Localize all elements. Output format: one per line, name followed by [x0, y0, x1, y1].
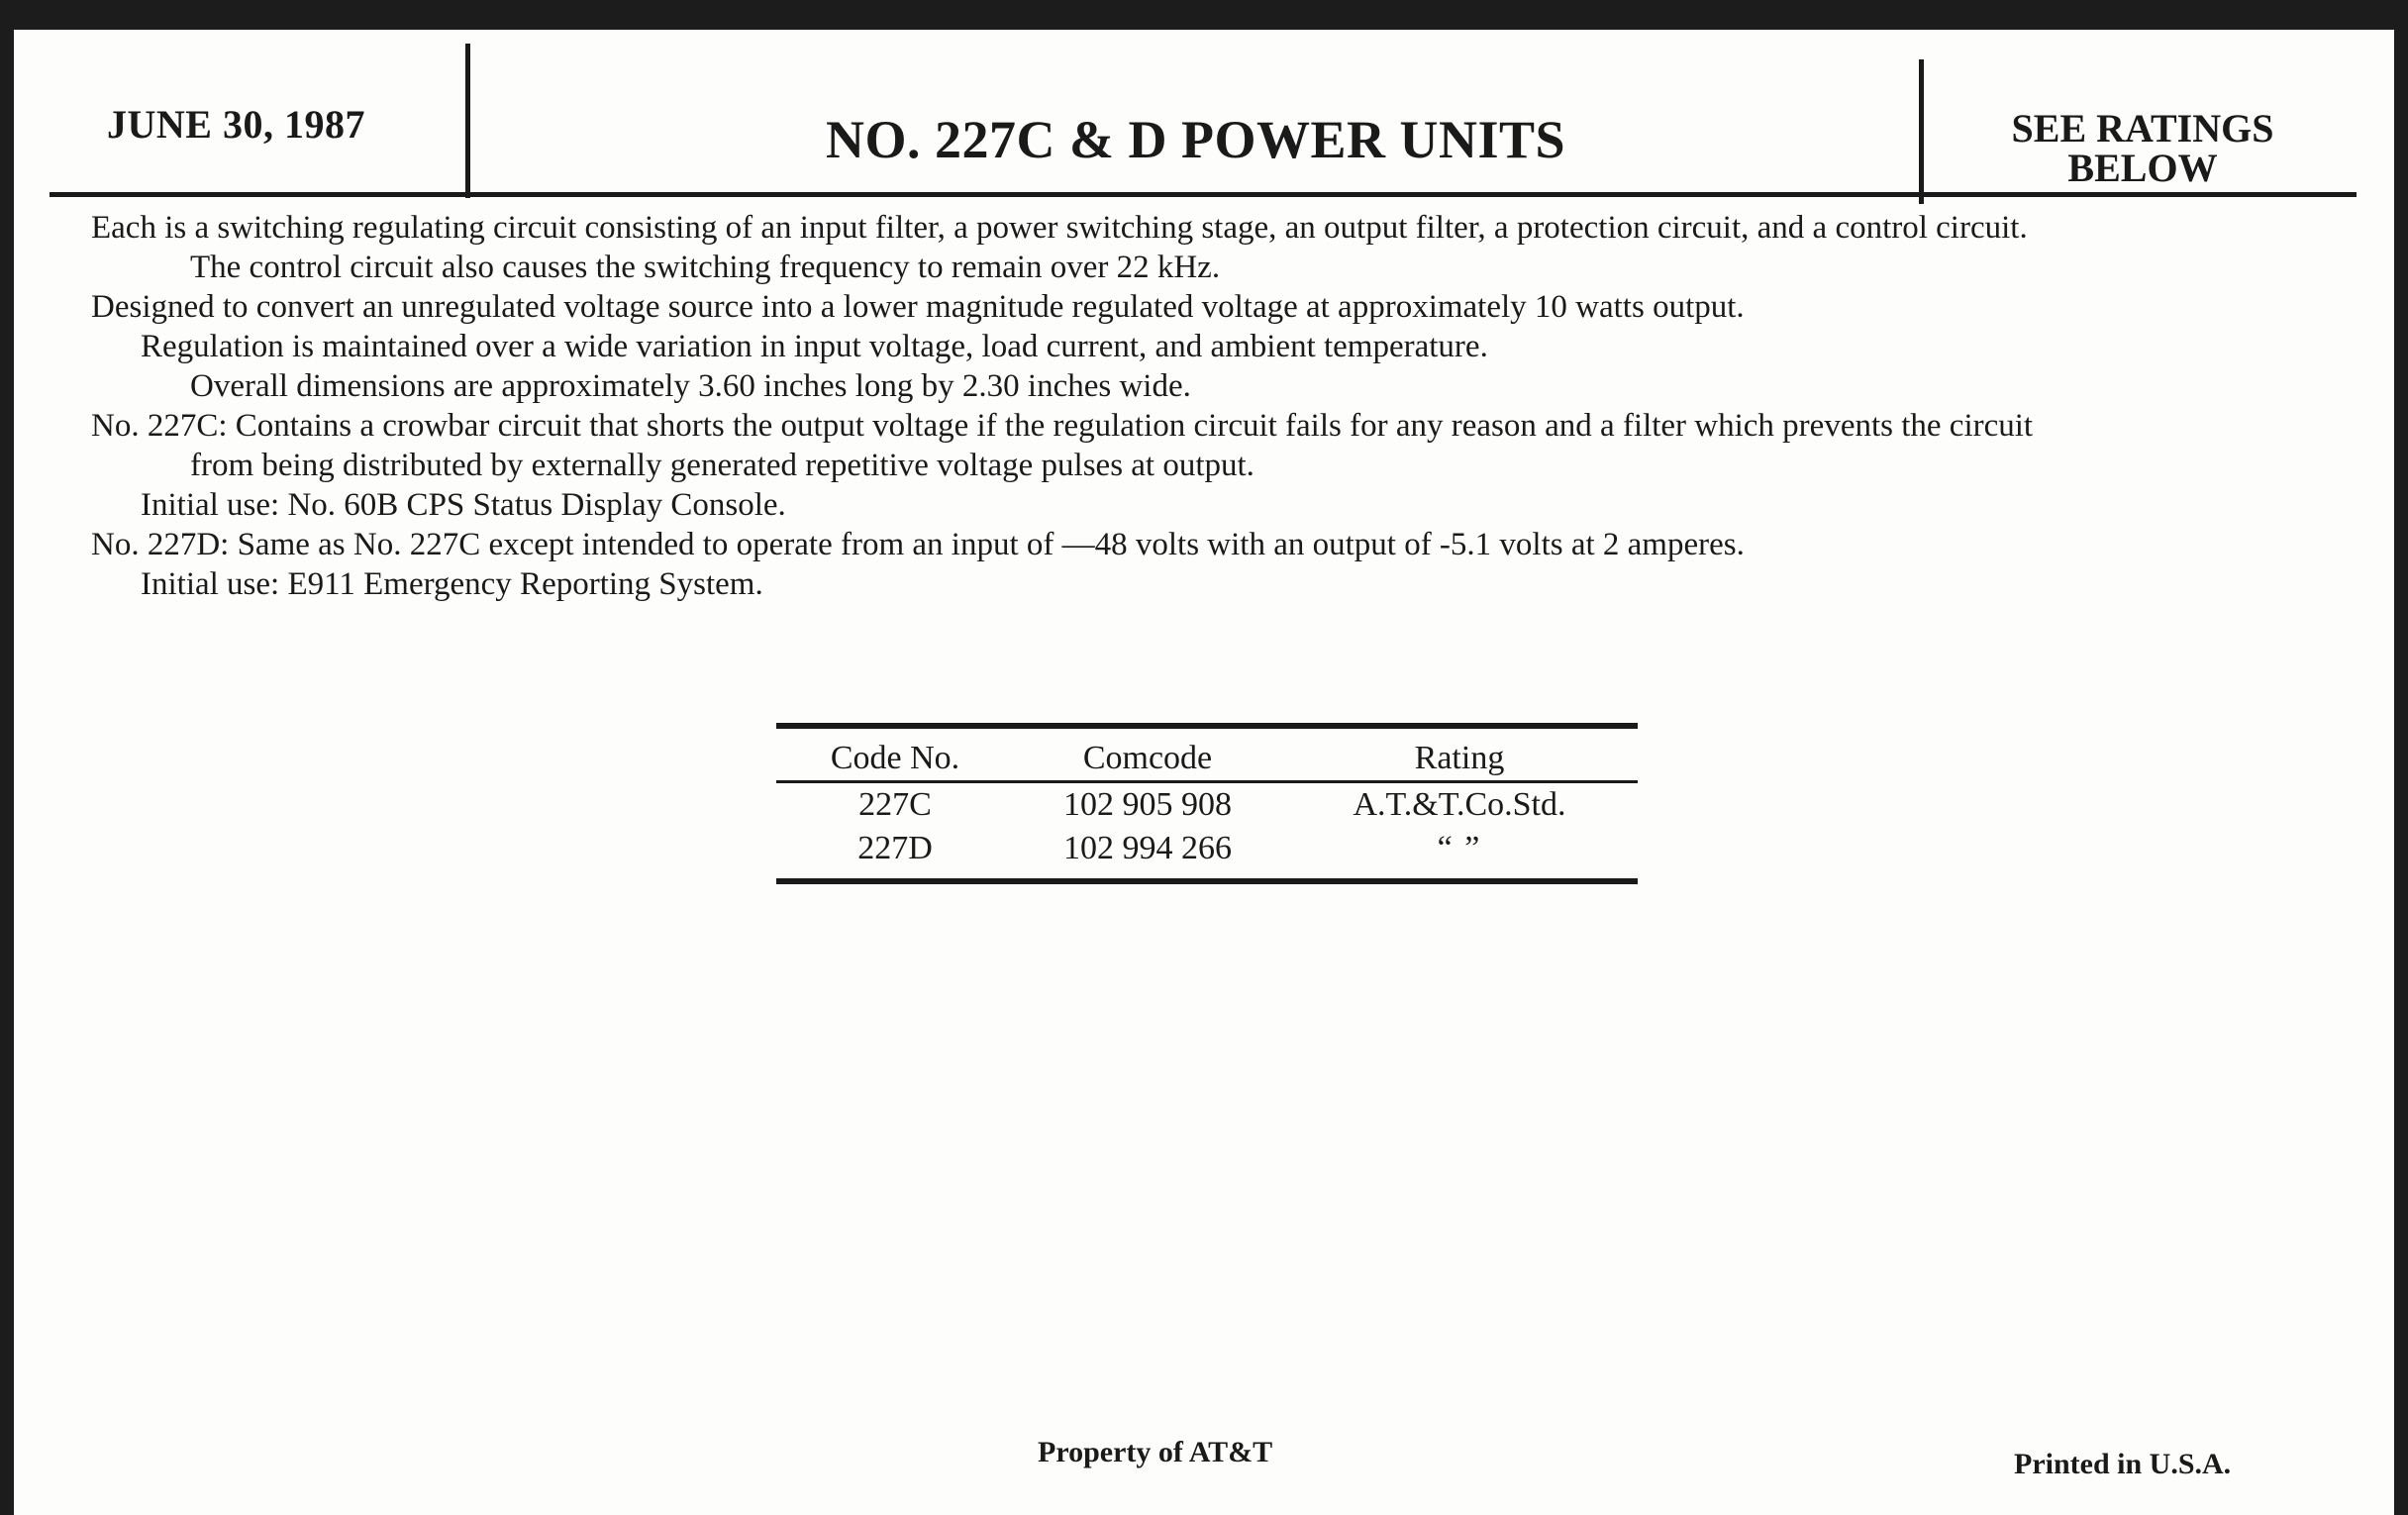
body-line: No. 227C: Contains a crowbar circuit that shorts the output voltage if the regulation circuit fails for any reason and a filter which prevents the circuit — [91, 408, 2034, 444]
cell-rating: A.T.&T.Co.Std. — [1353, 786, 1566, 823]
cell-comcode: 102 905 908 — [1063, 786, 1232, 823]
table-row — [776, 783, 1638, 827]
ratings-table — [776, 723, 1638, 884]
footer-printed: Printed in U.S.A. — [2014, 1448, 2232, 1480]
cell-comcode: 102 994 266 — [1063, 830, 1232, 866]
body-line: No. 227D: Same as No. 227C except intended to operate from an input of —48 volts with an output of -5.1 volts at 2 amperes. — [91, 527, 1745, 562]
footer-property: Property of AT&T — [1038, 1436, 1273, 1468]
cell-rating-ditto: “ ” — [1437, 830, 1482, 866]
body-line: Initial use: No. 60B CPS Status Display Console. — [141, 487, 786, 523]
table-rule-top — [776, 723, 1638, 729]
column-header-code: Code No. — [830, 740, 960, 776]
header-rule — [50, 192, 2357, 197]
column-header-comcode: Comcode — [1082, 740, 1213, 776]
page-title: NO. 227C & D POWER UNITS — [826, 110, 1566, 169]
cell-code: 227D — [857, 830, 933, 866]
table-rule-bottom — [776, 878, 1638, 884]
column-header-rating: Rating — [1414, 740, 1505, 776]
header-divider-right — [1919, 59, 1924, 204]
catalog-card — [14, 30, 2394, 1515]
body-line: from being distributed by externally generated repetitive voltage pulses at output. — [190, 448, 1254, 483]
cell-code: 227C — [858, 786, 932, 823]
body-line: Initial use: E911 Emergency Reporting System. — [141, 566, 763, 602]
header-ratings-line2: BELOW — [2067, 146, 2218, 190]
table-row — [776, 827, 1638, 870]
body-line: Each is a switching regulating circuit consisting of an input filter, a power switching stage, an output filter, a protection circuit, and a control circuit. — [91, 210, 2028, 246]
description-text — [91, 208, 2329, 604]
body-line: Regulation is maintained over a wide variation in input voltage, load current, and ambient temperature. — [141, 329, 1488, 364]
body-line: Designed to convert an unregulated voltage source into a lower magnitude regulated voltage at approximately 10 watts output. — [91, 289, 1745, 325]
body-line: Overall dimensions are approximately 3.60 inches long by 2.30 inches wide. — [190, 368, 1191, 404]
header-divider-left — [465, 44, 470, 198]
table-header-row — [776, 737, 1638, 780]
body-line: The control circuit also causes the switching frequency to remain over 22 kHz. — [190, 250, 1221, 285]
header-date: JUNE 30, 1987 — [107, 102, 365, 147]
header-ratings-line1: SEE RATINGS — [2011, 106, 2274, 151]
header-ratings-note — [1974, 106, 2311, 190]
